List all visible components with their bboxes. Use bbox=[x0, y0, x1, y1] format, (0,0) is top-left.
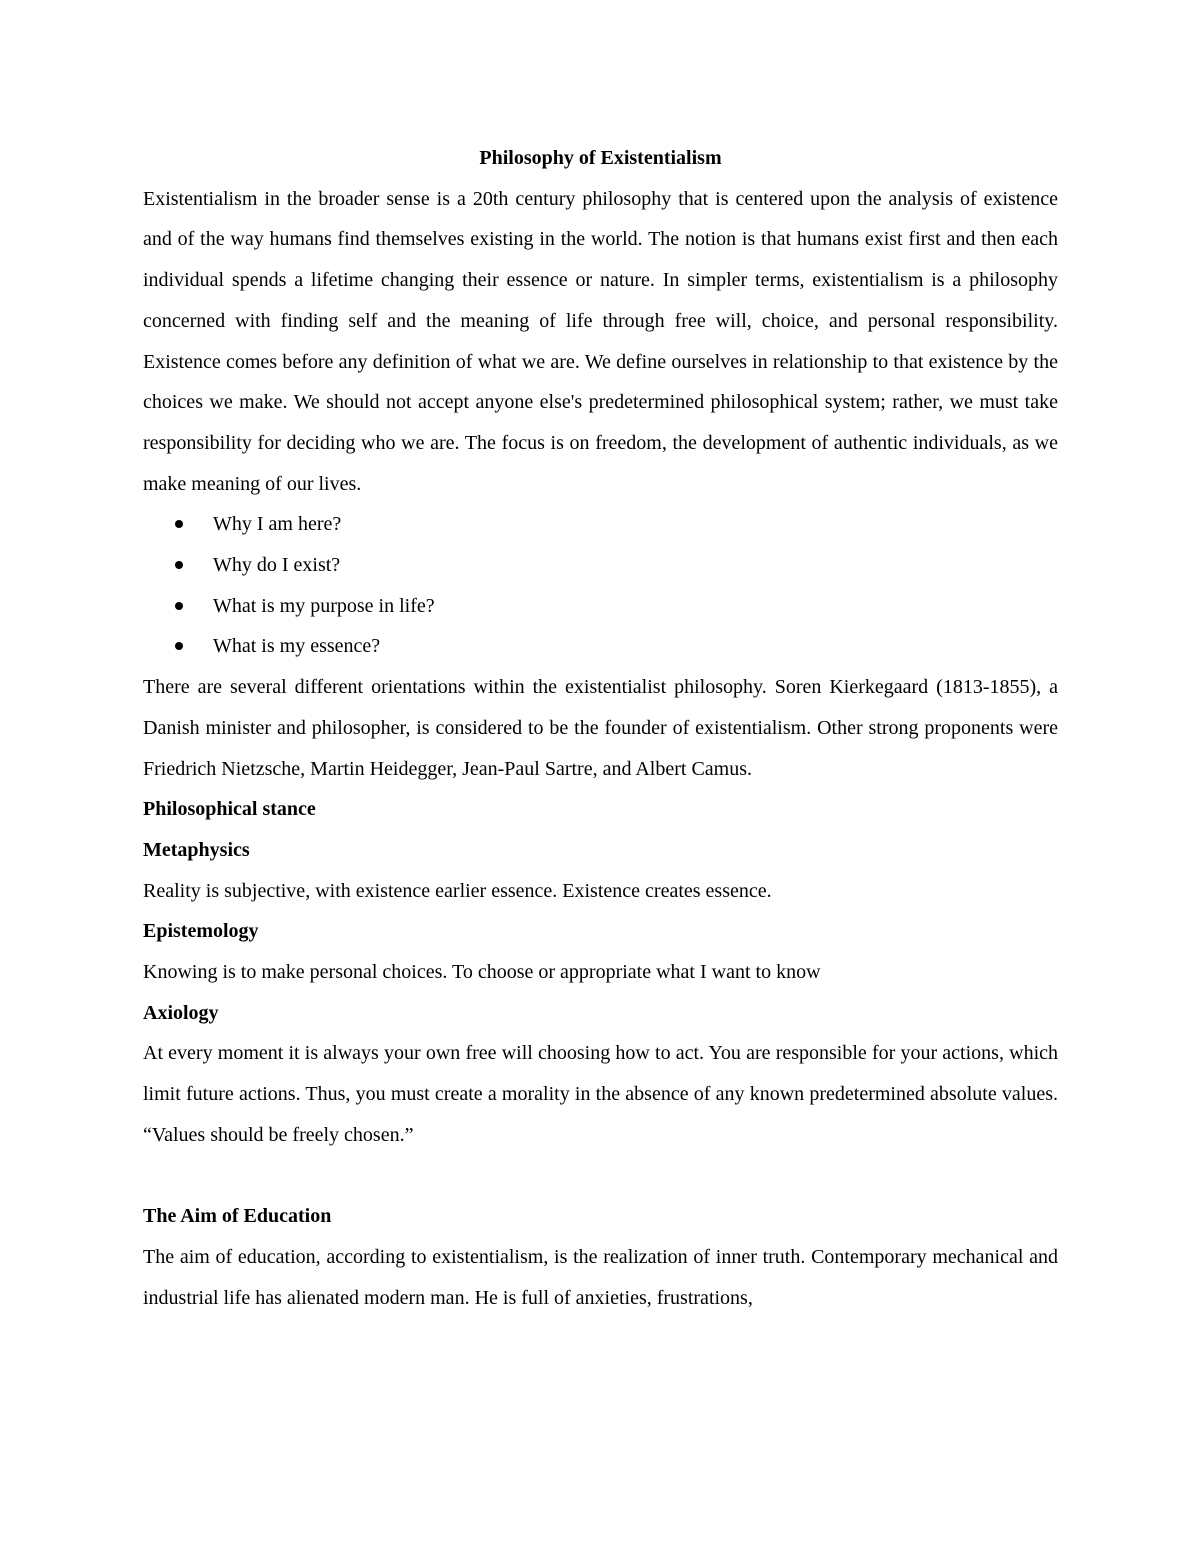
list-item-text: Why I am here? bbox=[213, 513, 342, 536]
list-item bbox=[170, 626, 1058, 667]
list-item-text: What is my purpose in life? bbox=[213, 594, 435, 617]
bullet-icon bbox=[175, 561, 183, 569]
document-title: Philosophy of Existentialism bbox=[479, 147, 722, 169]
epistemology-heading: Epistemology bbox=[143, 920, 259, 943]
epistemology-text: Knowing is to make personal choices. To choose or appropriate what I want to know bbox=[143, 961, 821, 984]
document-page bbox=[143, 138, 1058, 1318]
axiology-text: At every moment it is always your own free will choosing how to act. You are responsible for your actions, which limit future actions. Thus, you must create a morality in the absence of any known predetermined absolute values. “Values should be freely chosen.” bbox=[143, 1042, 1058, 1146]
list-item bbox=[170, 545, 1058, 586]
axiology-heading: Axiology bbox=[143, 1001, 219, 1024]
orientations-paragraph: There are several different orientations within the existentialist philosophy. Soren Kierkegaard (1813-1855), a Danish minister and philosopher, is considered to be the founder of existentialism. Other strong proponents were Friedrich Nietzsche, Martin Heidegger, Jean-Paul Sartre, and Albert Camus. bbox=[143, 676, 1058, 780]
stance-heading: Philosophical stance bbox=[143, 798, 316, 821]
metaphysics-text: Reality is subjective, with existence earlier essence. Existence creates essence. bbox=[143, 879, 772, 902]
metaphysics-heading: Metaphysics bbox=[143, 838, 250, 861]
bullet-icon bbox=[175, 520, 183, 528]
list-item-text: Why do I exist? bbox=[213, 554, 341, 577]
aim-text: The aim of education, according to existentialism, is the realization of inner truth. Contemporary mechanical and industrial life has alienated modern man. He is full of anxieties, frustrations, bbox=[143, 1245, 1058, 1309]
bullet-icon bbox=[175, 642, 183, 650]
list-item bbox=[170, 586, 1058, 627]
intro-paragraph: Existentialism in the broader sense is a 20th century philosophy that is centered upon the analysis of existence and of the way humans find themselves existing in the world. The notion is that humans exist first and then each individual spends a lifetime changing their essence or nature. In simpler terms, existentialism is a philosophy concerned with finding self and the meaning of life through free will, choice, and personal responsibility. Existence comes before any definition of what we are. We define ourselves in relationship to that existence by the choices we make. We should not accept anyone else's predetermined philosophical system; rather, we must take responsibility for deciding who we are. The focus is on freedom, the development of authentic individuals, as we make meaning of our lives. bbox=[143, 187, 1058, 495]
aim-heading: The Aim of Education bbox=[143, 1205, 332, 1228]
questions-list bbox=[143, 504, 1058, 667]
blank-line bbox=[143, 1156, 1058, 1197]
bullet-icon bbox=[175, 602, 183, 610]
list-item-text: What is my essence? bbox=[213, 635, 381, 658]
list-item bbox=[170, 504, 1058, 545]
